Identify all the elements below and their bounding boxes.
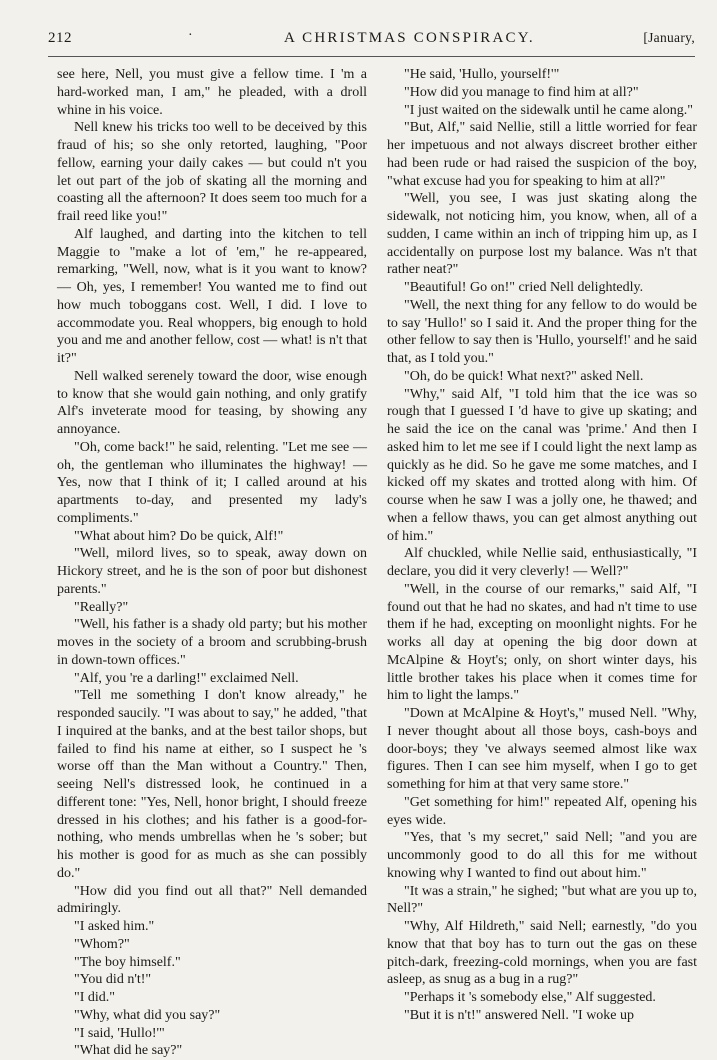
paragraph: "You did n't!" [74,972,152,988]
paragraph: "Yes, that 's my secret," said Nell; "and you are uncommonly good to do all this for me without knowing why I wanted to find out about him." [387,830,697,881]
paragraph: "I did." [74,990,115,1005]
paragraph: "Whom?" [74,936,130,952]
paragraph: "Alf, you 're a darling!" exclaimed Nell. [74,670,299,686]
paragraph: "I asked him." [74,919,155,934]
paragraph: "Well, milord lives, so to speak, away down on Hickory street, and he is the son of poor but dishonest parents." [57,546,367,597]
paragraph: "Why," said Alf, "I told him that the ice was so rough that I guessed I 'd have to give up skating; and he said the ice on the canal was 'prime.' And then I asked him to let me see if I could light the next lamp as quickly as he did. So he gave me some matches, and I kicked off my skates and trotted along with him. Of course when he saw I was a jolly one, he thawed; and when a fellow thaws, you can get almost anything out of him." [387,386,697,544]
running-header [48,30,695,54]
paragraph: "I said, 'Hullo!'" [74,1025,165,1041]
paragraph: "Well, in the course of our remarks," said Alf, "I found out that he had no skates, and had n't time to use them if he had, excepting on moonlight nights. For he works all day at opening the big door down at McAlpine & Hoyt's; only, on short winter days, his little brother takes his place when it comes time for him to light the lamps." [387,581,697,704]
paragraph: "Why, Alf Hildreth," said Nell; earnestly, "do you know that that boy has to turn out the gas on these pitch-dark, freezing-cold mornings, when you are fast asleep, as snug as a bug in a rug?" [387,919,697,988]
paragraph: "Why, what did you say?" [74,1007,221,1023]
paragraph: "What about him? Do be quick, Alf!" [74,528,284,544]
paragraph: "Well, the next thing for any fellow to do would be to say 'Hullo!' so I said it. And the proper thing for the other fellow to say then is 'Hullo, yourself!' and he said that, as I told you." [387,297,697,366]
paragraph: "Perhaps it 's somebody else," Alf suggested. [404,990,656,1005]
paragraph: Nell walked serenely toward the door, wise enough to know that she would gain nothing, and only gratify Alf's inveterate mood for teasing, by showing any annoyance. [57,368,367,437]
left-column [57,66,367,1060]
paragraph: "Well, you see, I was just skating along the sidewalk, not noticing him, you know, when, all of a sudden, I came within an inch of tripping him up, as I accidentally on purpose lost my balance. Was n't that rather neat?" [387,191,697,278]
paragraph: "Oh, come back!" he said, relenting. "Let me see — oh, the gentleman who illuminates the highway! — Yes, now that I think of it; I called around at his apartments to-day, and presented my lady's compliments." [57,439,367,526]
paragraph: "Get something for him!" repeated Alf, opening his eyes wide. [387,794,697,828]
paragraph: see here, Nell, you must give a fellow time. I 'm a hard-worked man, I am," he pleaded, with a droll whine in his voice. [57,67,367,118]
paragraph: "But, Alf," said Nellie, still a little worried for fear her impetuous and not always discreet brother either had been rude or had raised the suspicion of the boy, "what excuse had you for speaking to him at all?" [387,120,697,189]
header-rule [48,56,695,57]
paragraph: "It was a strain," he sighed; "but what are you up to, Nell?" [387,883,697,917]
page-number: 212 [48,30,72,46]
paragraph: "Really?" [74,599,129,615]
right-column [387,66,697,1025]
paragraph: "I just waited on the sidewalk until he came along." [404,102,694,118]
issue-month: [January, [643,30,695,45]
running-title: A CHRISTMAS CONSPIRACY. [284,30,535,46]
paragraph: "The boy himself." [74,954,181,970]
paragraph: "He said, 'Hullo, yourself!'" [404,67,560,82]
paragraph: "Well, his father is a shady old party; but his mother moves in the society of a broom and scrubbing-brush in down-town offices." [57,617,367,668]
paragraph: Nell knew his tricks too well to be deceived by this fraud of his; so she only retorted, laughing, "Poor fellow, earning your daily cakes — but could n't you let out part of the job of skating all the morning and coasting all the afternoon? It does seem too much for a frail reed like you!" [57,120,367,224]
header-separator: · [188,28,194,43]
paragraph: "What did he say?" [74,1043,183,1059]
paragraph: "But it is n't!" answered Nell. "I woke up [404,1007,635,1023]
paragraph: Alf chuckled, while Nellie said, enthusiastically, "I declare, you did it very cleverly! — Well?" [387,546,697,579]
paragraph: "Beautiful! Go on!" cried Nell delightedly. [404,280,644,295]
paragraph: "How did you find out all that?" Nell demanded admiringly. [57,883,367,917]
paragraph: "Oh, do be quick! What next?" asked Nell. [404,368,644,384]
paragraph: "Down at McAlpine & Hoyt's," mused Nell. "Why, I never thought about all those boys, cash-boys and door-boys; they 've always seemed almost like wax figures. Then I can see him myself, when I go to get something for him at that very same store." [387,706,697,792]
paragraph: Alf laughed, and darting into the kitchen to tell Maggie to "make a lot of 'em," he re-appeared, remarking, "Well, now, what is it you want to know? — Oh, yes, I remember! You wanted me to find out how much toboggans cost. Well, I did. I love to accommodate you. Real whoppers, big enough to hold you and me and another fellow, cost — what! is n't that it?" [57,226,367,366]
paragraph: "How did you manage to find him at all?" [404,84,639,100]
paragraph: "Tell me something I don't know already," he responded saucily. "I was about to say," he added, "that I inquired at the banks, and at the best tailor shops, but failed to find his name at either, so I suspect he 's worse off than the Man without a Country." Then, seeing Nell's distressed look, he continued in a different tone: "Yes, Nell, honor bright, I should freeze dressed in his clothes; and his father is a good-for-nothing, who mends umbrellas when he 's sober; but his mother is good for as much as she can possibly do." [57,688,367,881]
